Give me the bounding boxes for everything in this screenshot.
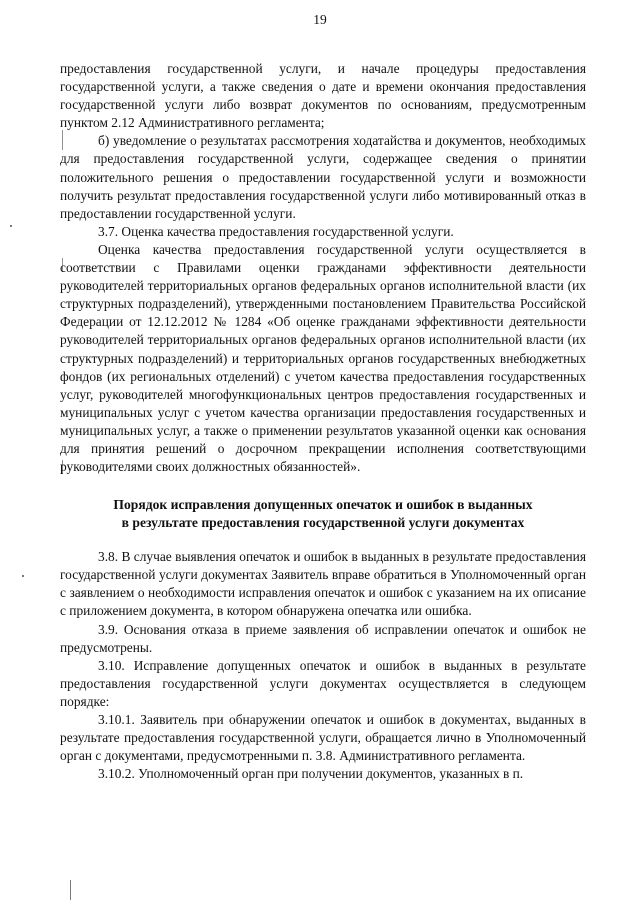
paragraph: Оценка качества предоставления государственной услуги осуществляется в соответствии с Правилами оценки гражданами эффективности деятельности руководителей территориальных органов федеральных органов исполнительной власти (их структурных подразделений), утвержденными постановлением Правительства Российской Федерации от 12.12.2012 № 1284 «Об оценке гражданами эффективности деятельности руководителей территориальных органов федеральных органов исполнительной власти (их структурных подразделений) и территориальных органов государственных внебюджетных фондов (их региональных отделений) с учетом качества предоставления государственных услуг, руководителей многофункциональных центров предоставления государственных и муниципальных услуг с учетом качества организации предоставления государственных и муниципальных услуг, а также о применении результатов указанной оценки как основания для принятия решений о досрочном прекращении исполнения соответствующими руководителями своих должностных обязанностей». [60,241,586,475]
scan-artifact [70,880,71,900]
paragraph: 3.10.1. Заявитель при обнаружении опечаток и ошибок в документах, выданных в результате предоставления государственной услуги, обращается лично в Уполномоченный орган с документами, предусмотренными п. 3.8. Административного регламента. [60,712,586,764]
section-heading [60,496,586,532]
document-body [60,60,586,783]
paragraph: 3.9. Основания отказа в приеме заявления об исправлении опечаток и ошибок не предусмотрены. [60,621,586,655]
page-number: 19 [313,12,327,27]
paragraph: 3.10.2. Уполномоченный орган при получении документов, указанных в п. [98,766,524,782]
paragraph: 3.8. В случае выявления опечаток и ошибок в выданных в результате предоставления государственной услуги документах Заявитель вправе обратиться в Уполномоченный орган с заявлением о необходимости исправления опечаток и ошибок с указанием на их описание с приложением документа, в котором обнаружена опечатка или ошибка. [60,549,586,619]
paragraph: 3.7. Оценка качества предоставления государственной услуги. [98,223,454,239]
scan-artifact [22,575,24,577]
section-heading-line: в результате предоставления государственной услуги документах [121,515,525,531]
paragraph: б) уведомление о результатах рассмотрения ходатайства и документов, необходимых для предоставления государственной услуги, содержащее сведения о принятии положительного решения о предоставлении государственной услуги и возможности получить результат предоставления государственной услуги либо мотивированный отказ в предоставлении государственной услуги. [60,133,586,221]
scan-artifact [10,225,12,227]
paragraph: предоставления государственной услуги, и начале процедуры предоставления государственной услуги, а также сведения о дате и времени окончания предоставления государственной услуги либо возврат документов по основаниям, предусмотренным пунктом 2.12 Административного регламента; [60,61,586,131]
section-heading-line: Порядок исправления допущенных опечаток и ошибок в выданных [113,497,533,513]
paragraph: 3.10. Исправление допущенных опечаток и ошибок в выданных в результате предоставления государственной услуги документах осуществляется в следующем порядке: [60,657,586,709]
